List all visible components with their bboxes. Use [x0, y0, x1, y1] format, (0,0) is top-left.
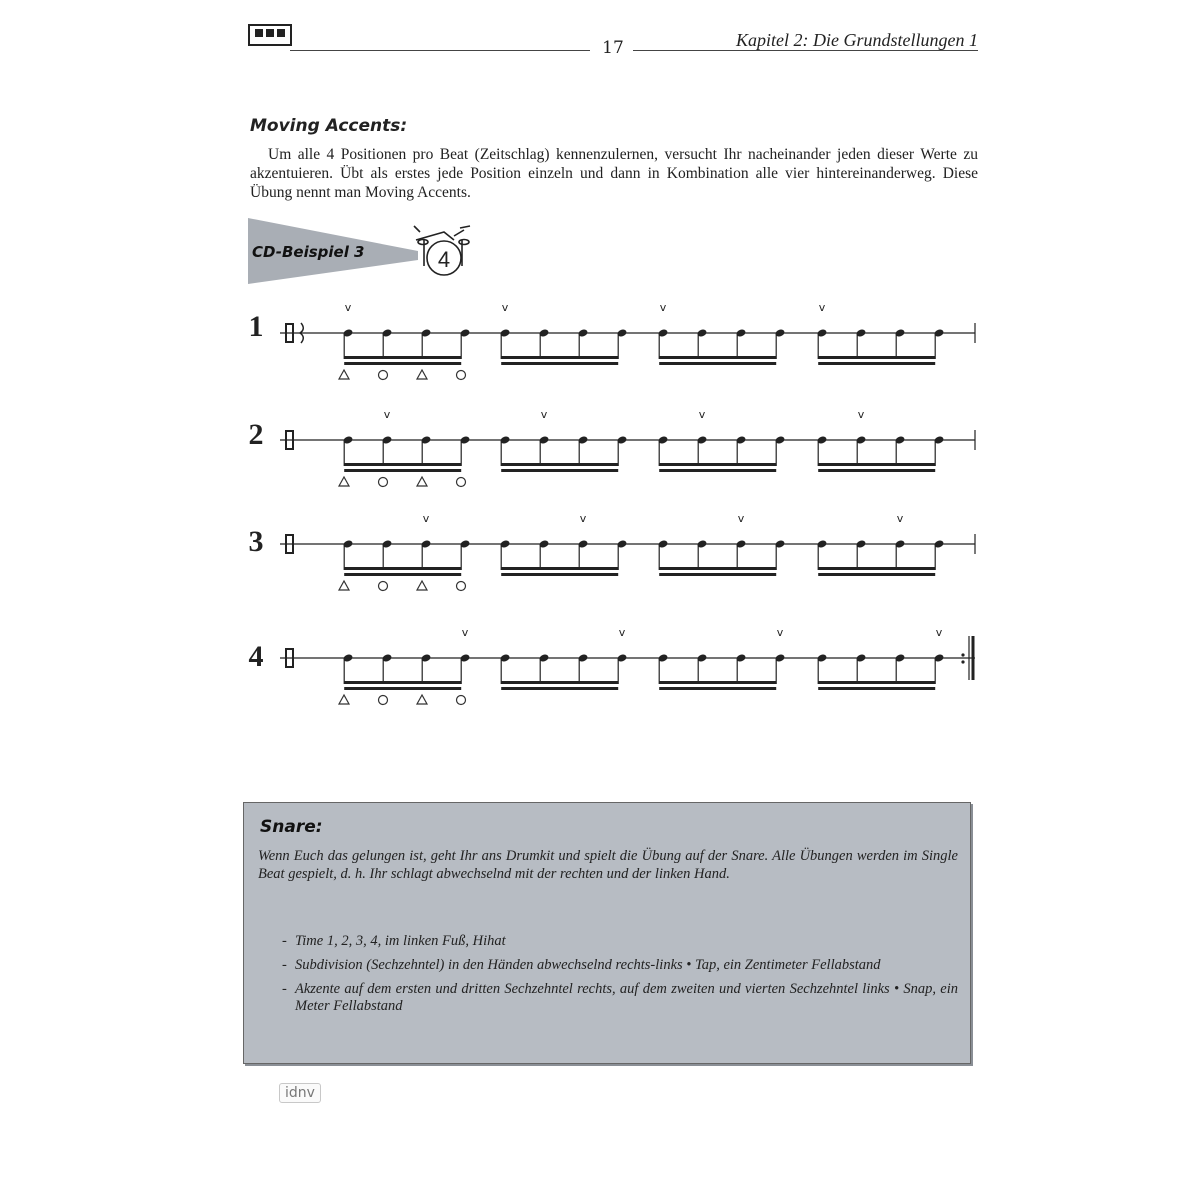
- sticking-triangle-right: [339, 477, 349, 486]
- beam: [501, 469, 618, 472]
- intro-paragraph: Um alle 4 Positionen pro Beat (Zeitschlag) kennenzulernen, versucht Ihr nacheinander jeden dieser Werte zu akzentuieren. Übt als erstes jede Position einzeln und dann in Kombination alle vier hintereinanderweg. Diese Übung nennt man Moving Accents.: [250, 146, 978, 201]
- beam: [818, 681, 935, 684]
- beam: [501, 356, 618, 359]
- sticking-triangle-right: [417, 477, 427, 486]
- accent-mark: v: [698, 408, 706, 421]
- beam: [818, 356, 935, 359]
- beam: [659, 356, 776, 359]
- beam: [659, 573, 776, 576]
- beam: [501, 573, 618, 576]
- repeat-dot: [961, 660, 964, 663]
- accent-mark: v: [659, 301, 667, 314]
- section-title: Moving Accents:: [250, 116, 408, 136]
- sticking-triangle-right: [417, 370, 427, 379]
- beam: [659, 687, 776, 690]
- accent-mark: v: [383, 408, 391, 421]
- sticking-circle-left: [379, 478, 388, 487]
- snare-list-item: - Subdivision (Sechzehntel) in den Händen abwechselnd rechts-links • Tap, ein Zentimeter Fellabstand: [282, 957, 881, 973]
- sticking-triangle-right: [339, 581, 349, 590]
- sticking-circle-left: [379, 582, 388, 591]
- beam: [501, 681, 618, 684]
- beam: [344, 687, 461, 690]
- chapter-title: Kapitel 2: Die Grundstellungen 1: [736, 30, 978, 50]
- sticking-triangle-right: [339, 370, 349, 379]
- accent-mark: v: [540, 408, 548, 421]
- beam: [659, 463, 776, 466]
- snare-list-item: - Akzente auf dem ersten und dritten Sechzehntel rechts, auf dem zweiten und vierten Sechzehntel links • Snap, ein Meter Fellabstand: [282, 981, 958, 1014]
- sticking-circle-left: [457, 582, 466, 591]
- snare-list: [282, 933, 958, 1022]
- beam: [344, 681, 461, 684]
- beam: [501, 362, 618, 365]
- sticking-triangle-right: [417, 581, 427, 590]
- accent-mark: v: [818, 301, 826, 314]
- sticking-circle-left: [379, 371, 388, 380]
- accent-mark: v: [579, 512, 587, 525]
- snare-body: Wenn Euch das gelungen ist, geht Ihr ans Drumkit und spielt die Übung auf der Snare. Alle Übungen werden im Single Beat gespielt, d. h. Ihr schlagt abwechselnd mit der rechten und der linken Hand.: [258, 848, 958, 882]
- list-bullet: -: [282, 957, 287, 973]
- beam: [659, 362, 776, 365]
- beam: [818, 463, 935, 466]
- beam: [344, 573, 461, 576]
- accent-mark: v: [501, 301, 509, 314]
- accent-mark: v: [461, 626, 469, 639]
- beam: [659, 469, 776, 472]
- cd-track-number: 4: [437, 247, 451, 272]
- snare-info-box: [243, 802, 971, 1064]
- exercise-number: 4: [248, 640, 264, 673]
- sticking-circle-left: [457, 371, 466, 380]
- exercise-number: 3: [248, 525, 264, 558]
- drum-notation: [240, 290, 985, 720]
- accent-mark: v: [857, 408, 865, 421]
- beam: [659, 681, 776, 684]
- accent-mark: v: [344, 301, 352, 314]
- accent-mark: v: [896, 512, 904, 525]
- accent-mark: v: [776, 626, 784, 639]
- beam: [501, 567, 618, 570]
- beam: [659, 567, 776, 570]
- beam: [818, 687, 935, 690]
- sticking-circle-left: [457, 696, 466, 705]
- beam: [501, 687, 618, 690]
- sticking-circle-left: [457, 478, 466, 487]
- beam: [344, 463, 461, 466]
- accent-mark: v: [618, 626, 626, 639]
- accent-mark: v: [935, 626, 943, 639]
- snare-list-item: - Time 1, 2, 3, 4, im linken Fuß, Hihat: [282, 933, 506, 949]
- exercise-number: 1: [248, 310, 264, 343]
- sticking-triangle-right: [417, 695, 427, 704]
- cd-example-label: CD-Beispiel 3: [252, 243, 365, 261]
- sticking-triangle-right: [339, 695, 349, 704]
- list-bullet: -: [282, 933, 287, 949]
- repeat-dot: [961, 653, 964, 656]
- accent-mark: v: [422, 512, 430, 525]
- beam: [501, 463, 618, 466]
- beam: [344, 356, 461, 359]
- beam: [344, 469, 461, 472]
- exercise-number: 2: [248, 418, 264, 451]
- beam: [344, 362, 461, 365]
- accent-mark: v: [737, 512, 745, 525]
- beam: [818, 469, 935, 472]
- beam: [344, 567, 461, 570]
- sticking-circle-left: [379, 696, 388, 705]
- beam: [818, 362, 935, 365]
- publisher-logo: [248, 24, 292, 46]
- header-rule-left: [290, 50, 590, 51]
- snare-title: Snare:: [260, 817, 323, 837]
- beam: [818, 573, 935, 576]
- watermark: idnv: [279, 1083, 321, 1103]
- list-bullet: -: [282, 981, 287, 997]
- beam: [818, 567, 935, 570]
- page-number: 17: [602, 38, 624, 58]
